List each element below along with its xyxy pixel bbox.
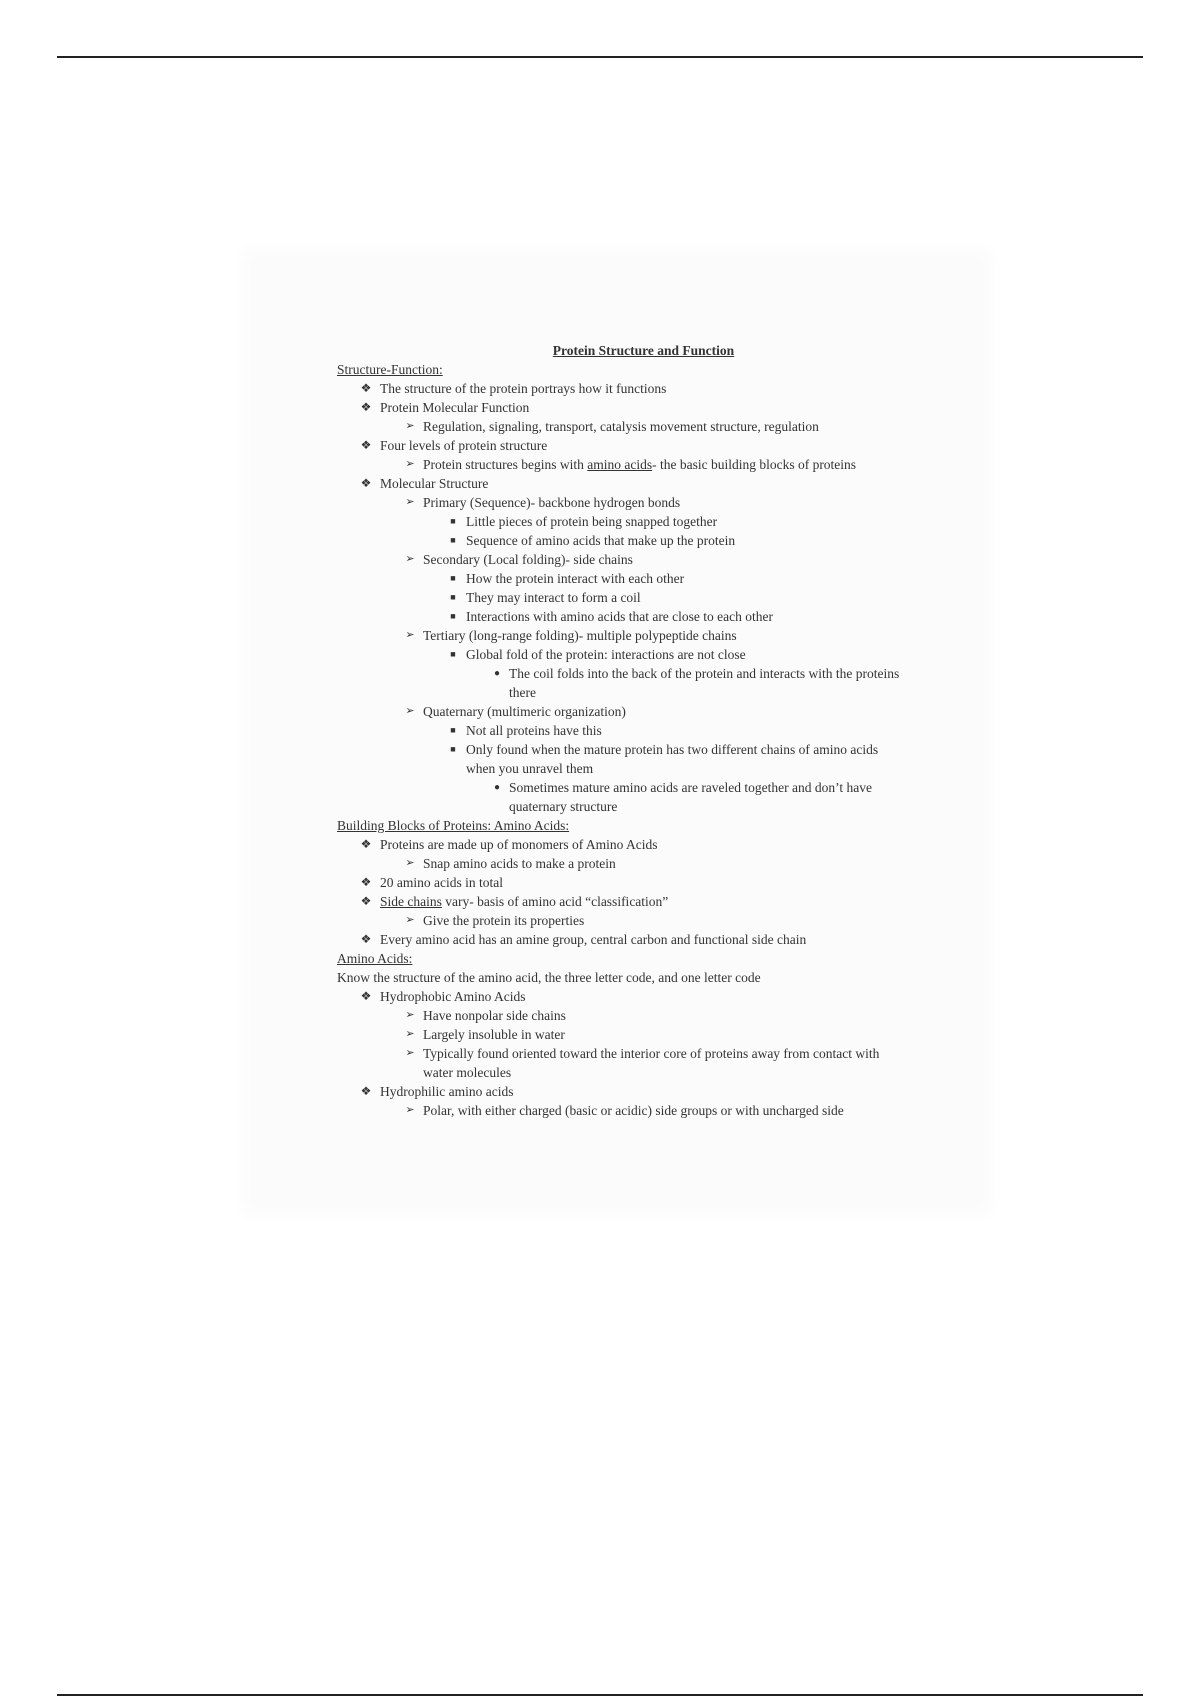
list-item: ➢ Protein structures begins with amino acids- the basic building blocks of proteins bbox=[337, 455, 907, 474]
document-title: Protein Structure and Function bbox=[552, 343, 735, 358]
bottom-rule bbox=[57, 1694, 1143, 1696]
list-item: ■ They may interact to form a coil bbox=[337, 588, 907, 607]
arrow-bullet-icon: ➢ bbox=[405, 458, 415, 470]
arrow-bullet-icon: ➢ bbox=[405, 914, 415, 926]
list-item: ➢ Tertiary (long-range folding)- multiple polypeptide chains bbox=[337, 626, 907, 645]
diamond-bullet-icon: ❖ bbox=[360, 1084, 372, 1098]
list-item: ➢ Secondary (Local folding)- side chains bbox=[337, 550, 907, 569]
arrow-bullet-icon: ➢ bbox=[405, 629, 415, 641]
diamond-bullet-icon: ❖ bbox=[360, 837, 372, 851]
square-bullet-icon: ■ bbox=[450, 611, 456, 621]
list-item: ■ Only found when the mature protein has two different chains of amino acids when you unravel them bbox=[337, 740, 907, 778]
list-item: ➢ Typically found oriented toward the interior core of proteins away from contact with water molecules bbox=[337, 1044, 907, 1082]
document-body bbox=[337, 341, 907, 1120]
square-bullet-icon: ■ bbox=[450, 535, 456, 545]
list-item: ❖ Molecular Structure bbox=[337, 474, 907, 493]
square-bullet-icon: ■ bbox=[450, 744, 456, 754]
list-item: ❖ 20 amino acids in total bbox=[337, 873, 907, 892]
list-item: ➢ Primary (Sequence)- backbone hydrogen bonds bbox=[337, 493, 907, 512]
list-item: ➢ Have nonpolar side chains bbox=[337, 1006, 907, 1025]
list-item: ➢ Snap amino acids to make a protein bbox=[337, 854, 907, 873]
diamond-bullet-icon: ❖ bbox=[360, 476, 372, 490]
list-item: ❖ Hydrophilic amino acids bbox=[337, 1082, 907, 1101]
diamond-bullet-icon: ❖ bbox=[360, 381, 372, 395]
list-item: ■ Little pieces of protein being snapped together bbox=[337, 512, 907, 531]
arrow-bullet-icon: ➢ bbox=[405, 857, 415, 869]
square-bullet-icon: ■ bbox=[450, 573, 456, 583]
diamond-bullet-icon: ❖ bbox=[360, 875, 372, 889]
arrow-bullet-icon: ➢ bbox=[405, 1047, 415, 1059]
dot-bullet-icon: ● bbox=[493, 782, 501, 793]
amino-acids-term: amino acids bbox=[587, 457, 653, 472]
square-bullet-icon: ■ bbox=[450, 649, 456, 659]
list-item: ❖ Protein Molecular Function bbox=[337, 398, 907, 417]
list-item: ● The coil folds into the back of the protein and interacts with the proteins there bbox=[337, 664, 907, 702]
diamond-bullet-icon: ❖ bbox=[360, 438, 372, 452]
list-item: ❖ The structure of the protein portrays how it functions bbox=[337, 379, 907, 398]
list-item: ■ Sequence of amino acids that make up the protein bbox=[337, 531, 907, 550]
arrow-bullet-icon: ➢ bbox=[405, 705, 415, 717]
list-item: ❖ Side chains vary- basis of amino acid “classification” bbox=[337, 892, 907, 911]
dot-bullet-icon: ● bbox=[493, 668, 501, 679]
arrow-bullet-icon: ➢ bbox=[405, 420, 415, 432]
list-item: ■ Global fold of the protein: interactions are not close bbox=[337, 645, 907, 664]
arrow-bullet-icon: ➢ bbox=[405, 553, 415, 565]
list-item: ❖ Every amino acid has an amine group, central carbon and functional side chain bbox=[337, 930, 907, 949]
list-item: ■ Interactions with amino acids that are close to each other bbox=[337, 607, 907, 626]
section-heading-building-blocks: Building Blocks of Proteins: Amino Acids: bbox=[337, 818, 570, 833]
diamond-bullet-icon: ❖ bbox=[360, 932, 372, 946]
arrow-bullet-icon: ➢ bbox=[405, 1028, 415, 1040]
list-item: ● Sometimes mature amino acids are raveled together and don’t have quaternary structure bbox=[337, 778, 907, 816]
arrow-bullet-icon: ➢ bbox=[405, 1104, 415, 1116]
section-heading-amino-acids: Amino Acids: bbox=[337, 951, 413, 966]
side-chains-term: Side chains bbox=[380, 894, 442, 909]
list-item: ➢ Regulation, signaling, transport, catalysis movement structure, regulation bbox=[337, 417, 907, 436]
diamond-bullet-icon: ❖ bbox=[360, 400, 372, 414]
arrow-bullet-icon: ➢ bbox=[405, 496, 415, 508]
section-heading-structure-function: Structure-Function: bbox=[337, 362, 443, 377]
list-item: ➢ Largely insoluble in water bbox=[337, 1025, 907, 1044]
square-bullet-icon: ■ bbox=[450, 592, 456, 602]
list-item: ➢ Give the protein its properties bbox=[337, 911, 907, 930]
amino-acids-intro: Know the structure of the amino acid, the three letter code, and one letter code bbox=[337, 970, 761, 985]
top-rule bbox=[57, 56, 1143, 58]
list-item: ■ Not all proteins have this bbox=[337, 721, 907, 740]
arrow-bullet-icon: ➢ bbox=[405, 1009, 415, 1021]
list-item: ❖ Hydrophobic Amino Acids bbox=[337, 987, 907, 1006]
square-bullet-icon: ■ bbox=[450, 725, 456, 735]
diamond-bullet-icon: ❖ bbox=[360, 989, 372, 1003]
list-item: ❖ Four levels of protein structure bbox=[337, 436, 907, 455]
square-bullet-icon: ■ bbox=[450, 516, 456, 526]
list-item: ■ How the protein interact with each other bbox=[337, 569, 907, 588]
list-item: ❖ Proteins are made up of monomers of Amino Acids bbox=[337, 835, 907, 854]
diamond-bullet-icon: ❖ bbox=[360, 894, 372, 908]
list-item: ➢ Polar, with either charged (basic or acidic) side groups or with uncharged side bbox=[337, 1101, 907, 1120]
list-item: ➢ Quaternary (multimeric organization) bbox=[337, 702, 907, 721]
